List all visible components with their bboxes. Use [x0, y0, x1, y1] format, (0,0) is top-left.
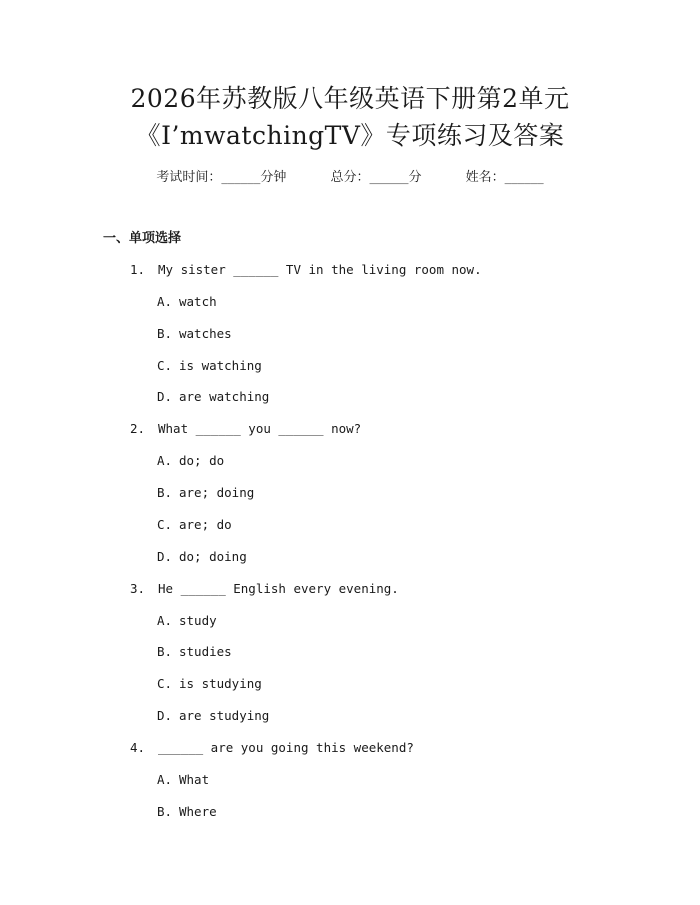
option-letter: A. [157, 294, 173, 309]
option-letter: A. [157, 453, 173, 468]
option-text: are; doing [179, 485, 255, 500]
option-2b [157, 484, 254, 502]
question-number: 4. [130, 740, 146, 755]
option-4b [157, 803, 217, 821]
section-heading: 一、单项选择 [103, 231, 182, 246]
option-text: is watching [179, 358, 262, 373]
option-letter: D. [157, 708, 173, 723]
option-2d [157, 548, 247, 566]
option-3b [157, 643, 232, 661]
option-letter: A. [157, 613, 173, 628]
exam-time-field: 考试时间：______分钟 [156, 170, 287, 185]
option-1b [157, 325, 232, 343]
option-3d [157, 707, 269, 725]
option-text: do; doing [179, 549, 247, 564]
option-letter: B. [157, 804, 173, 819]
option-letter: C. [157, 358, 173, 373]
option-3a [157, 612, 217, 630]
option-2a [157, 452, 224, 470]
option-1a [157, 293, 217, 311]
option-letter: B. [157, 326, 173, 341]
option-3c [157, 675, 262, 693]
total-score-field: 总分：______分 [330, 170, 422, 185]
question-number: 2. [130, 421, 146, 436]
option-letter: C. [157, 676, 173, 691]
question-text: What ______ you ______ now? [158, 421, 362, 436]
option-letter: D. [157, 389, 173, 404]
option-4a [157, 771, 209, 789]
option-text: Where [179, 804, 217, 819]
student-name-field: 姓名：______ [465, 170, 544, 185]
question-4 [130, 739, 414, 757]
document-title-line-1: 2026年苏教版八年级英语下册第2单元 [130, 84, 570, 113]
option-text: are watching [179, 389, 270, 404]
question-number: 1. [130, 262, 146, 277]
option-letter: D. [157, 549, 173, 564]
question-number: 3. [130, 581, 146, 596]
option-text: are; do [179, 517, 232, 532]
option-text: watch [179, 294, 217, 309]
option-1d [157, 388, 269, 406]
question-2 [130, 420, 361, 438]
option-text: study [179, 613, 217, 628]
question-text: ______ are you going this weekend? [158, 740, 414, 755]
question-text: He ______ English every evening. [158, 581, 399, 596]
question-3 [130, 580, 399, 598]
option-2c [157, 516, 232, 534]
option-text: do; do [179, 453, 225, 468]
option-text: are studying [179, 708, 270, 723]
option-letter: B. [157, 644, 173, 659]
question-1 [130, 261, 482, 279]
option-text: watches [179, 326, 232, 341]
exam-info-line [0, 168, 700, 188]
option-text: is studying [179, 676, 262, 691]
option-letter: B. [157, 485, 173, 500]
option-letter: A. [157, 772, 173, 787]
option-text: studies [179, 644, 232, 659]
option-1c [157, 357, 262, 375]
option-text: What [179, 772, 210, 787]
question-text: My sister ______ TV in the living room now. [158, 262, 482, 277]
document-title-line-2: 《I’mwatchingTV》专项练习及答案 [135, 121, 565, 150]
option-letter: C. [157, 517, 173, 532]
